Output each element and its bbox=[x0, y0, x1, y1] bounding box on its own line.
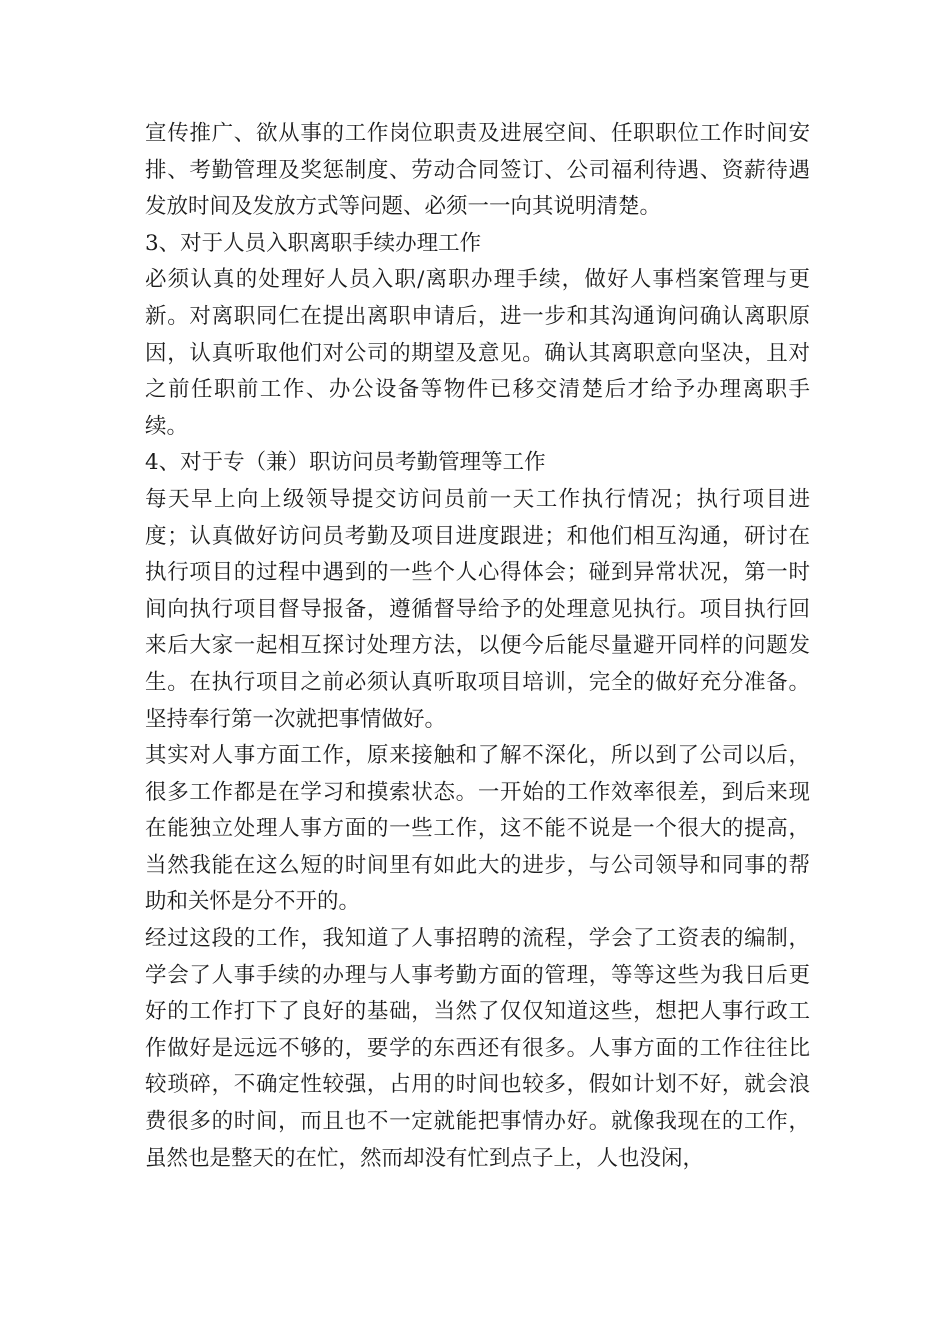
document-body bbox=[145, 116, 810, 1177]
section-heading-attendance: 4、对于专（兼）职访问员考勤管理等工作 bbox=[145, 450, 546, 476]
paragraph-experience: 经过这段的工作，我知道了人事招聘的流程，学会了工资表的编制，学会了人事手续的办理与人事考勤方面的管理，等等这些为我日后更好的工作打下了良好的基础，当然了仅仅知道这些，想把人事行政工作做好是远远不够的，要学的东西还有很多。人事方面的工作往往比较琐碎，不确定性较强，占用的时间也较多，假如计划不好，就会浪费很多的时间，而且也不一定就能把事情办好。就像我现在的工作，虽然也是整天的在忙，然而却没有忙到点子上，人也没闲， bbox=[145, 926, 810, 1171]
paragraph-reflection: 其实对人事方面工作，原来接触和了解不深化，所以到了公司以后，很多工作都是在学习和摸索状态。一开始的工作效率很差，到后来现在能独立处理人事方面的一些工作，这不能不说是一个很大的提高，当然我能在这么短的时间里有如此大的进步，与公司领导和同事的帮助和关怀是分不开的。 bbox=[145, 743, 810, 915]
paragraph-onboarding: 必须认真的处理好人员入职/离职办理手续，做好人事档案管理与更新。对离职同仁在提出离职申请后，进一步和其沟通询问确认离职原因，认真听取他们对公司的期望及意见。确认其离职意向坚决，且对之前任职前工作、办公设备等物件已移交清楚后才给予办理离职手续。 bbox=[145, 267, 810, 439]
paragraph-attendance: 每天早上向上级领导提交访问员前一天工作执行情况；执行项目进度；认真做好访问员考勤及项目进度跟进；和他们相互沟通，研讨在执行项目的过程中遇到的一些个人心得体会；碰到异常状况，第一时间向执行项目督导报备，遵循督导给予的处理意见执行。项目执行回来后大家一起相互探讨处理方法，以便今后能尽量避开同样的问题发生。在执行项目之前必须认真听取项目培训，完全的做好充分准备。坚持奉行第一次就把事情做好。 bbox=[145, 486, 810, 732]
paragraph-intro-continued: 宣传推广、欲从事的工作岗位职责及进展空间、任职职位工作时间安排、考勤管理及奖惩制度、劳动合同签订、公司福利待遇、资薪待遇发放时间及发放方式等问题、必须一一向其说明清楚。 bbox=[145, 121, 810, 220]
section-heading-onboarding: 3、对于人员入职离职手续办理工作 bbox=[145, 230, 482, 256]
